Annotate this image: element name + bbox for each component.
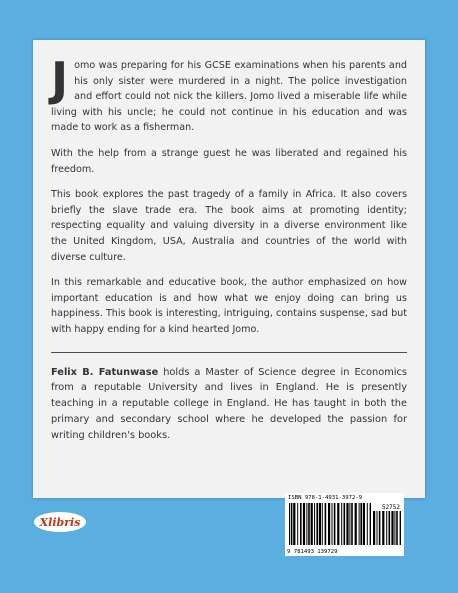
barcode-bars-main	[289, 503, 371, 545]
barcode-bar	[373, 511, 375, 545]
barcode-bar	[316, 503, 318, 545]
barcode-bar	[370, 503, 371, 545]
synopsis-paragraph-4: In this remarkable and educative book, the author emphasized on how important education is and how what we enjoy doing can bring us happiness. This book is interesting, intriguing, contains suspense, sad but with happy ending for a kind hearted Jomo.	[51, 277, 407, 335]
barcode-bar	[332, 503, 333, 545]
barcode-bar	[341, 503, 342, 545]
barcode-bar	[306, 503, 307, 545]
synopsis-paragraph-3: This book explores the past tragedy of a family in Africa. It also covers briefly the slave trade era. The book aims at promoting identity; respecting equality and valuing diversity in a diverse environment like the United Kingdom, USA, Australia and countries of the world with diverse culture.	[51, 189, 407, 263]
barcode-bar	[394, 511, 395, 545]
synopsis-paragraph-2: With the help from a strange guest he was liberated and regained his freedom.	[51, 147, 407, 175]
author-bio-text: holds a Master of Science degree in Economics from a reputable University and lives in England. He is presently teaching in a reputable college in England. He has taught in both the primary and secondary school where he developed the passion for writing children's books.	[51, 366, 407, 441]
barcode-bar	[325, 503, 327, 545]
barcode-bar	[346, 503, 348, 545]
synopsis-paragraph-1	[51, 52, 407, 136]
barcode-bar	[386, 511, 387, 545]
publisher-logo-text: Xlibris	[39, 515, 81, 529]
author-bio	[51, 365, 407, 444]
ean-text: 9 781493 139729	[287, 549, 338, 555]
barcode-bar	[359, 503, 360, 545]
barcode-bar	[344, 503, 346, 545]
barcode-bar	[382, 511, 384, 545]
barcode-bar	[289, 503, 290, 545]
barcode-bar	[300, 503, 302, 545]
drop-cap: J	[51, 52, 69, 106]
synopsis	[51, 52, 407, 443]
barcode-bar	[363, 503, 365, 545]
barcode-bar	[379, 511, 381, 545]
barcode-bar	[351, 503, 353, 545]
barcode-bar	[314, 503, 315, 545]
synopsis-paragraph-1-text: omo was preparing for his GCSE examinations when his parents and his only sister were murdered in a night. The police investigation and effort could not nick the killers. Jomo lived a miserable life while living with his uncle; he could not continue in his education and was made to work as a fisherman.	[51, 60, 407, 134]
price-code: 52752	[381, 504, 400, 511]
barcode-bar	[400, 511, 401, 545]
barcode-bar	[355, 503, 357, 545]
isbn-text: ISBN 978-1-4931-3972-9	[288, 495, 363, 501]
barcode-bar	[319, 503, 321, 545]
barcode-bar	[328, 503, 330, 545]
barcode-bar	[337, 503, 339, 545]
barcode-bar	[293, 503, 295, 545]
barcode-bar	[322, 503, 323, 545]
barcode-bar	[311, 503, 313, 545]
barcode-bar	[297, 503, 298, 545]
barcode-bar	[377, 511, 378, 545]
barcode-bar	[303, 503, 305, 545]
barcode-bar	[367, 503, 368, 545]
divider	[51, 352, 407, 353]
barcode-bar	[349, 503, 350, 545]
author-name: Felix B. Fatunwase	[51, 366, 159, 378]
barcode-bar	[334, 503, 336, 545]
barcode-bar	[396, 511, 398, 545]
text-panel	[33, 40, 425, 498]
barcode-bar	[389, 511, 391, 545]
barcode-bar	[291, 503, 293, 545]
barcode-bar	[308, 503, 310, 545]
barcode-bar	[391, 511, 393, 545]
barcode	[285, 493, 404, 556]
barcode-bars-addon	[373, 511, 401, 545]
publisher-logo	[34, 512, 86, 532]
barcode-bar	[360, 503, 362, 545]
